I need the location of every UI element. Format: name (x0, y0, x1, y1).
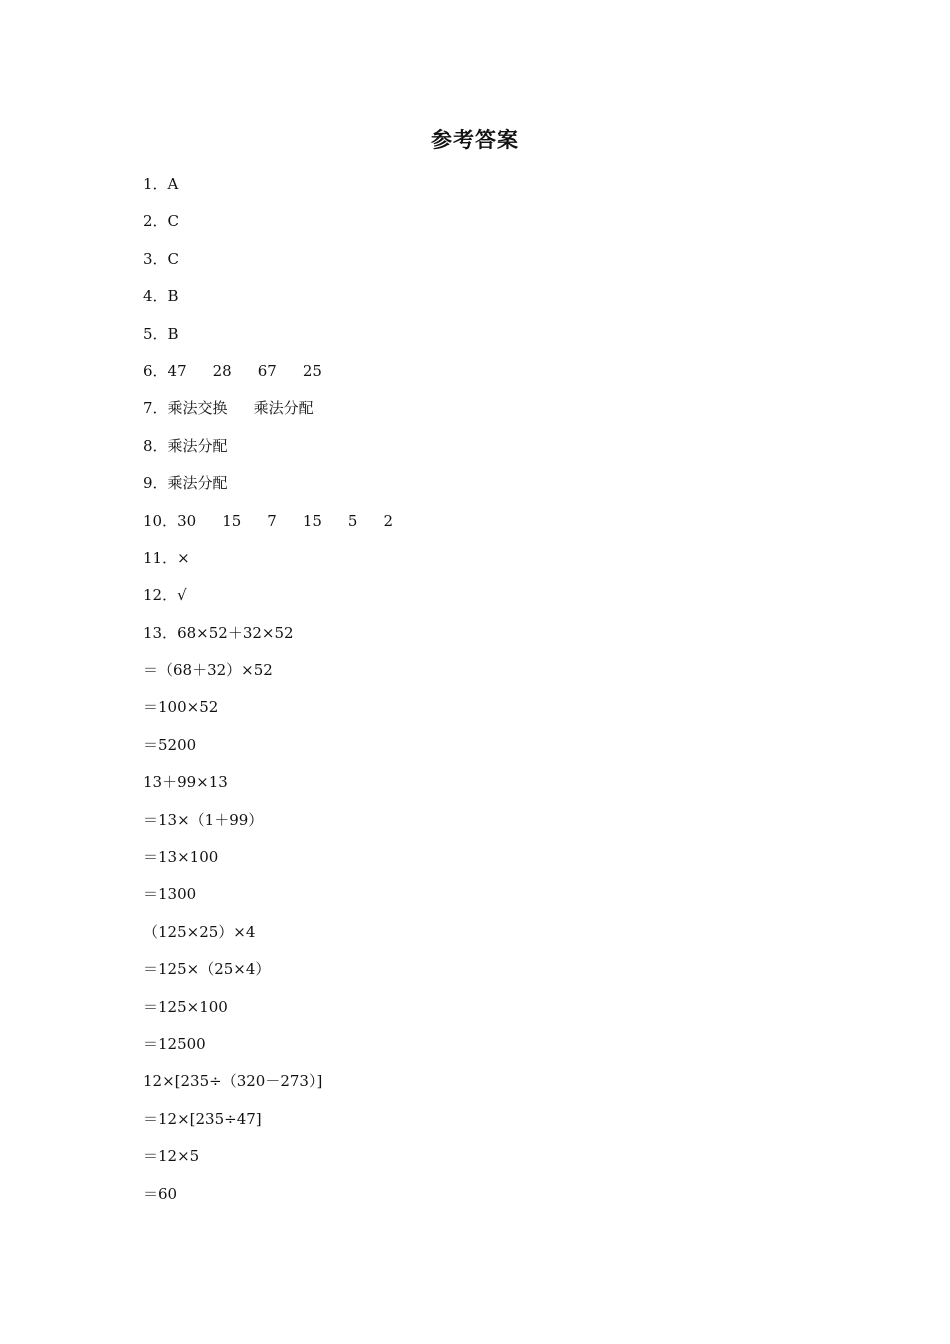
answer-value: B (167, 324, 179, 343)
answer-number: 2． (143, 212, 168, 231)
answer-value: A (167, 175, 179, 193)
answer-line (143, 583, 393, 620)
answer-value: × (177, 548, 190, 567)
answer-value: C (167, 249, 180, 268)
answer-number: 12． (143, 586, 178, 605)
answer-value: 乘法分配 (167, 474, 228, 493)
answer-value: 2 (383, 511, 394, 530)
answer-line (143, 957, 393, 994)
answer-value: 乘法分配 (253, 399, 314, 418)
answer-number: 8． (143, 436, 168, 455)
answer-line (143, 733, 393, 770)
answer-number: 9． (143, 474, 168, 493)
answer-line (143, 546, 393, 583)
answer-value: ＝1300 (143, 885, 197, 904)
answer-number: 6． (143, 361, 168, 380)
answer-line (143, 845, 393, 882)
answer-line (143, 770, 393, 807)
answer-line (143, 621, 393, 658)
answer-list (143, 172, 393, 1219)
answer-number: 10． (143, 511, 178, 530)
answer-number: 1． (143, 175, 168, 193)
answer-value: 25 (302, 361, 322, 380)
answer-line (143, 1032, 393, 1069)
answer-line (143, 882, 393, 919)
answer-value: 7 (267, 511, 277, 530)
answer-line (143, 1144, 393, 1181)
answer-value: 13＋99×13 (143, 773, 228, 792)
answer-value: 12×[235÷（320－273）] (143, 1072, 323, 1091)
answer-line (143, 808, 393, 845)
answer-value: ＝5200 (143, 735, 197, 754)
answer-value: 15 (222, 511, 242, 530)
answer-line (143, 209, 393, 246)
answer-value: ＝12×[235÷47] (143, 1109, 262, 1128)
answer-value: 30 (177, 511, 197, 530)
answer-value: ＝（68＋32）×52 (143, 661, 273, 680)
answer-line (143, 284, 393, 321)
answer-line (143, 1069, 393, 1106)
answer-value: ＝60 (143, 1184, 178, 1203)
answer-value: ＝125×（25×4） (143, 960, 271, 979)
answer-value: 47 (167, 361, 187, 380)
answer-line (143, 658, 393, 695)
answer-value: 乘法分配 (167, 436, 228, 455)
answer-value: ＝13×100 (143, 848, 219, 867)
answer-value: ＝125×100 (143, 997, 228, 1016)
answer-line (143, 247, 393, 284)
answer-value: B (167, 287, 179, 306)
answer-value: ＝100×52 (143, 698, 219, 717)
answer-line (143, 359, 393, 396)
answer-value: 67 (257, 361, 277, 380)
answer-value: 5 (347, 511, 358, 530)
answer-number: 4． (143, 287, 168, 306)
answer-line (143, 509, 393, 546)
answer-line (143, 995, 393, 1032)
answer-value: ＝12×5 (143, 1147, 200, 1166)
answer-line (143, 396, 393, 433)
page-title: 参考答案 (431, 128, 519, 152)
answer-value: 乘法交换 (167, 399, 228, 418)
answer-value: C (167, 212, 180, 231)
answer-line (143, 172, 393, 209)
answer-line (143, 1182, 393, 1219)
answer-number: 13． (143, 623, 178, 642)
answer-line (143, 920, 393, 957)
answer-value: 28 (212, 361, 232, 380)
answer-line (143, 695, 393, 732)
answer-value: ＝12500 (143, 1034, 206, 1053)
answer-line (143, 434, 393, 471)
answer-number: 11． (143, 548, 178, 567)
answer-number: 3． (143, 249, 168, 268)
answer-line (143, 322, 393, 359)
answer-value: 15 (302, 511, 322, 530)
answer-value: ＝13×（1＋99） (143, 810, 264, 829)
answer-number: 5． (143, 324, 168, 343)
answer-value: √ (177, 586, 187, 605)
answer-number: 7． (143, 399, 168, 418)
answer-value: 68×52＋32×52 (177, 623, 294, 642)
answer-line (143, 471, 393, 508)
answer-value: （125×25）×4 (143, 922, 256, 941)
answer-line (143, 1107, 393, 1144)
